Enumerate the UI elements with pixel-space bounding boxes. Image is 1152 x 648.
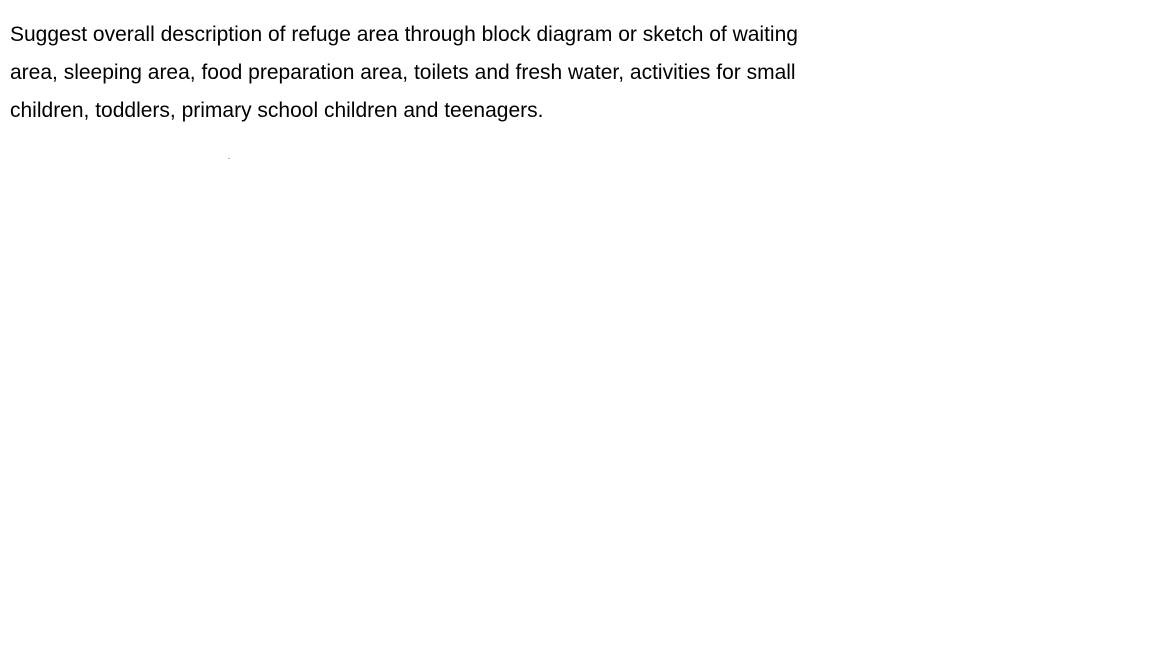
question-line-3: children, toddlers, primary school children and teenagers. bbox=[10, 99, 544, 122]
question-line-2: area, sleeping area, food preparation area, toilets and fresh water, activities for small bbox=[10, 61, 796, 84]
question-text bbox=[10, 16, 850, 130]
stray-mark bbox=[228, 158, 230, 159]
question-line-1: Suggest overall description of refuge area through block diagram or sketch of waiting bbox=[10, 23, 798, 46]
